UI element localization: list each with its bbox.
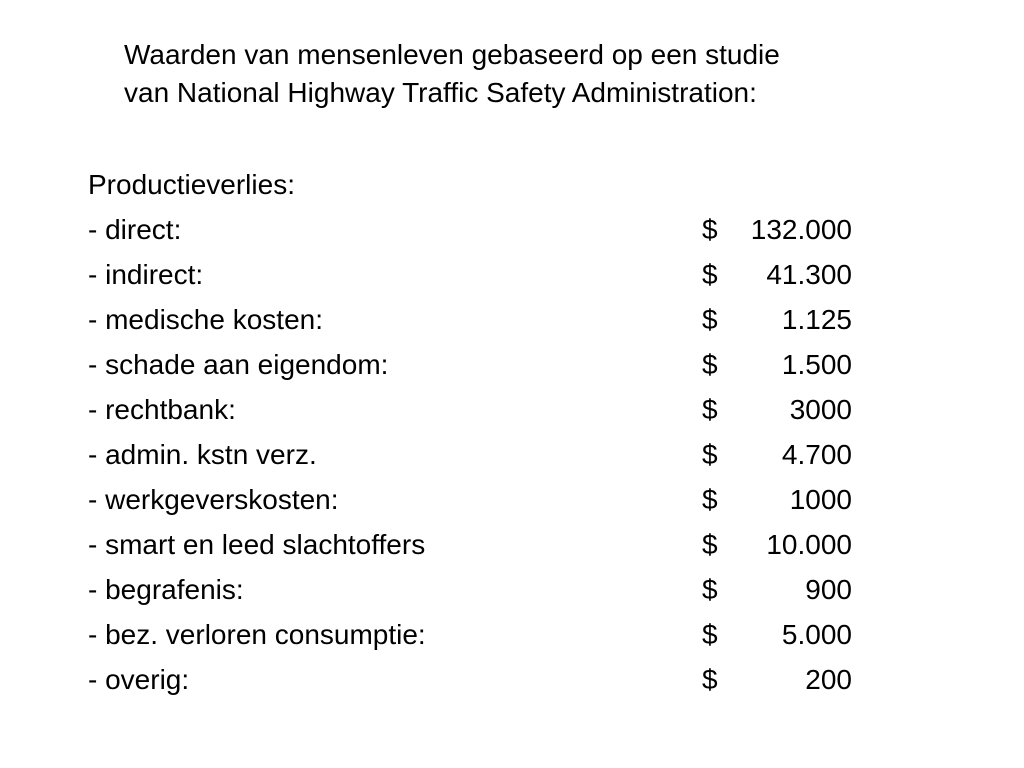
cost-amount: 41.300 — [766, 259, 852, 290]
cost-list — [88, 210, 868, 705]
currency-symbol: $ — [702, 484, 718, 515]
cost-item-property — [88, 345, 868, 390]
cost-item-insurance-admin — [88, 435, 868, 480]
cost-label: - bez. verloren consumptie: — [88, 619, 426, 650]
cost-amount: 4.700 — [781, 439, 852, 470]
cost-label: - werkgeverskosten: — [88, 484, 339, 515]
cost-item-medical — [88, 300, 868, 345]
cost-amount: 5.000 — [781, 619, 852, 650]
cost-label: - begrafenis: — [88, 574, 244, 605]
cost-item-direct — [88, 210, 868, 255]
cost-item-indirect — [88, 255, 868, 300]
cost-amount: 1.125 — [781, 304, 852, 335]
section-label: Productieverlies: — [88, 169, 295, 200]
cost-label: - schade aan eigendom: — [88, 349, 389, 380]
currency-symbol: $ — [702, 529, 718, 560]
currency-symbol: $ — [702, 259, 718, 290]
cost-label: - medische kosten: — [88, 304, 323, 335]
cost-item-other — [88, 660, 868, 705]
cost-amount: 200 — [805, 664, 852, 695]
cost-amount: 900 — [805, 574, 852, 605]
cost-item-funeral — [88, 570, 868, 615]
currency-symbol: $ — [702, 619, 718, 650]
cost-item-pain-suffering — [88, 525, 868, 570]
currency-symbol: $ — [702, 664, 718, 695]
cost-amount: 132.000 — [750, 214, 852, 245]
cost-label: - overig: — [88, 664, 190, 695]
cost-item-court — [88, 390, 868, 435]
cost-label: - rechtbank: — [88, 394, 236, 425]
currency-symbol: $ — [702, 574, 718, 605]
currency-symbol: $ — [702, 214, 718, 245]
cost-label: - indirect: — [88, 259, 204, 290]
cost-item-lost-consumption — [88, 615, 868, 660]
cost-label: - admin. kstn verz. — [88, 439, 317, 470]
currency-symbol: $ — [702, 439, 718, 470]
heading-line-1: Waarden van mensenleven gebaseerd op een studie — [124, 39, 780, 70]
slide-heading — [124, 36, 984, 112]
cost-label: - smart en leed slachtoffers — [88, 529, 426, 560]
cost-amount: 1000 — [789, 484, 852, 515]
cost-amount: 1.500 — [781, 349, 852, 380]
cost-amount: 3000 — [789, 394, 852, 425]
currency-symbol: $ — [702, 394, 718, 425]
currency-symbol: $ — [702, 304, 718, 335]
cost-label: - direct: — [88, 214, 182, 245]
currency-symbol: $ — [702, 349, 718, 380]
cost-amount: 10.000 — [766, 529, 852, 560]
cost-item-employer — [88, 480, 868, 525]
heading-line-2: van National Highway Traffic Safety Administration: — [124, 77, 757, 108]
